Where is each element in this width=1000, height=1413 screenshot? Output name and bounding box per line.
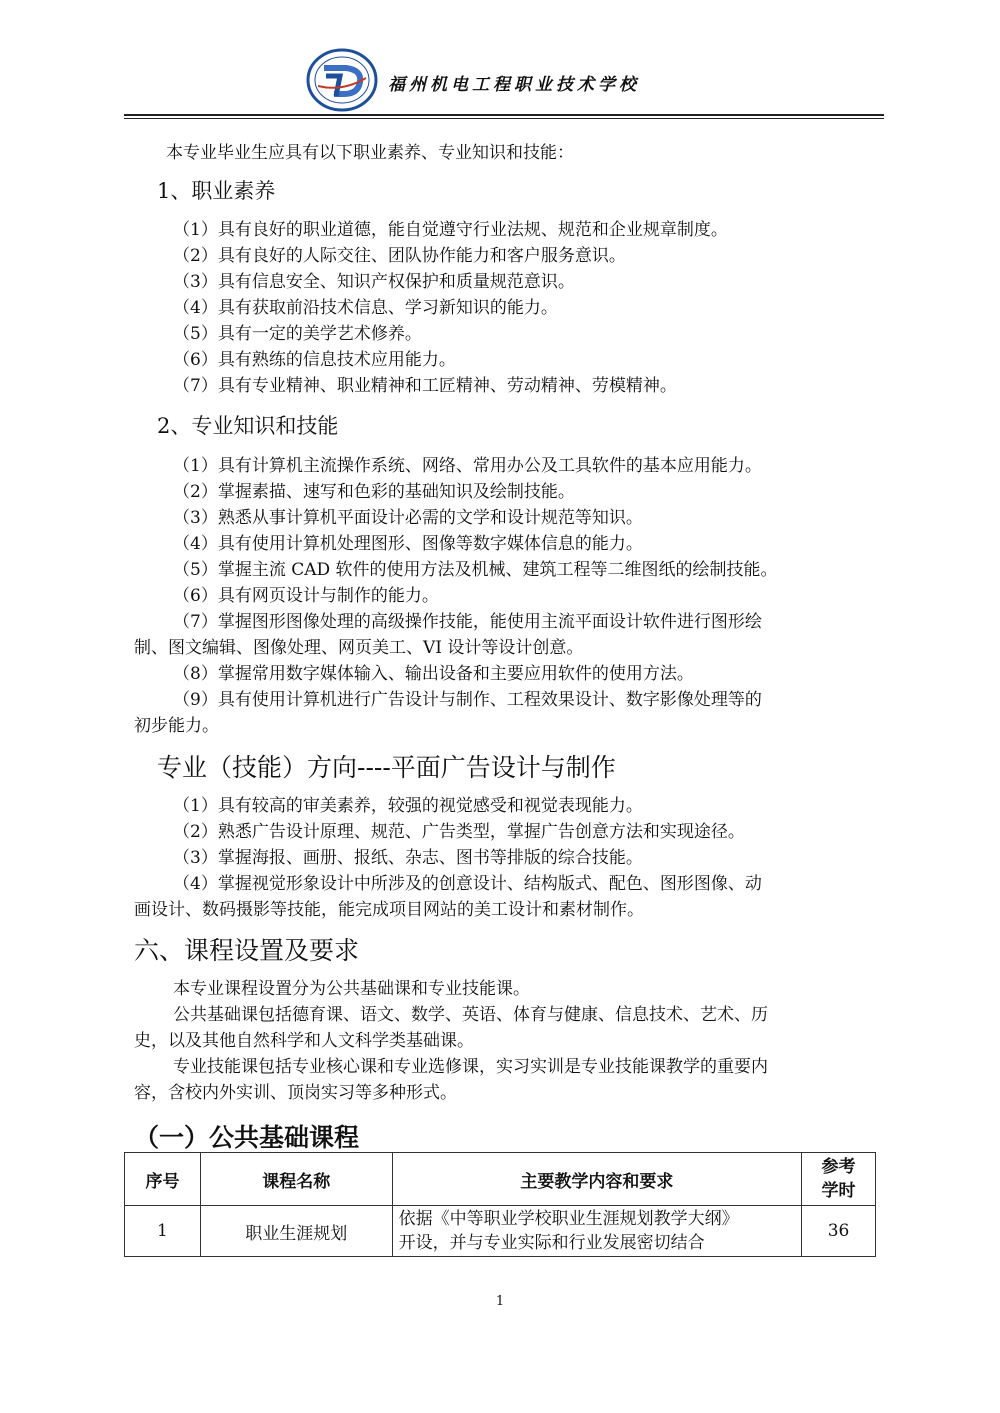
- header-hours: [802, 1153, 876, 1206]
- paragraph-continuation: 容，含校内外实训、顶岗实习等多种形式。: [134, 1083, 457, 1103]
- list-item: （5）具有一定的美学艺术修养。: [173, 324, 422, 344]
- cell-no: 1: [125, 1206, 201, 1257]
- section-title-public-courses: （一）公共基础课程: [134, 1123, 360, 1152]
- section-title-knowledge-skills: 2、专业知识和技能: [157, 414, 339, 438]
- list-item: （1）具有较高的审美素养，较强的视觉感受和视觉表现能力。: [173, 796, 643, 816]
- list-item: （2）熟悉广告设计原理、规范、广告类型，掌握广告创意方法和实现途径。: [173, 822, 745, 842]
- list-item-continuation: 画设计、数码摄影等技能，能完成项目网站的美工设计和素材制作。: [134, 900, 644, 920]
- table-row: [125, 1206, 876, 1257]
- header-content: 主要教学内容和要求: [392, 1153, 801, 1206]
- list-item: （1）具有计算机主流操作系统、网络、常用办公及工具软件的基本应用能力。: [173, 456, 762, 476]
- paragraph: 专业技能课包括专业核心课和专业选修课，实习实训是专业技能课教学的重要内: [173, 1057, 768, 1077]
- list-item: （4）掌握视觉形象设计中所涉及的创意设计、结构版式、配色、图形图像、动: [173, 874, 762, 894]
- list-item: （5）掌握主流 CAD 软件的使用方法及机械、建筑工程等二维图纸的绘制技能。: [173, 560, 778, 580]
- section-title-direction: 专业（技能）方向----平面广告设计与制作: [157, 753, 616, 782]
- cell-course-name: 职业生涯规划: [200, 1206, 392, 1257]
- header-hours-line2: 学时: [821, 1181, 856, 1201]
- list-item: （4）具有使用计算机处理图形、图像等数字媒体信息的能力。: [173, 534, 643, 554]
- page-header: [0, 40, 1000, 120]
- course-table: [124, 1152, 876, 1257]
- page-number: 1: [495, 1294, 505, 1309]
- list-item: （2）掌握素描、速写和色彩的基础知识及绘制技能。: [173, 482, 575, 502]
- list-item: （6）具有网页设计与制作的能力。: [173, 586, 439, 606]
- header-no: 序号: [125, 1153, 201, 1206]
- paragraph-continuation: 史，以及其他自然科学和人文科学类基础课。: [134, 1031, 474, 1051]
- header-course-name: 课程名称: [200, 1153, 392, 1206]
- header-divider: [124, 114, 884, 119]
- header-hours-line1: 参考: [821, 1157, 856, 1177]
- paragraph: 本专业课程设置分为公共基础课和专业技能课。: [173, 979, 530, 999]
- list-item-continuation: 初步能力。: [134, 716, 219, 736]
- list-item: （9）具有使用计算机进行广告设计与制作、工程效果设计、数字影像处理等的: [173, 690, 762, 710]
- list-item: （4）具有获取前沿技术信息、学习新知识的能力。: [173, 298, 558, 318]
- list-item: （7）具有专业精神、职业精神和工匠精神、劳动精神、劳模精神。: [173, 376, 677, 396]
- intro-text: 本专业毕业生应具有以下职业素养、专业知识和技能：: [166, 143, 574, 163]
- list-item-continuation: 制、图文编辑、图像处理、网页美工、VI 设计等设计创意。: [134, 638, 584, 658]
- list-item: （3）具有信息安全、知识产权保护和质量规范意识。: [173, 272, 575, 292]
- cell-content: [392, 1206, 801, 1257]
- section-title-curriculum: 六、课程设置及要求: [134, 936, 360, 965]
- list-item: （6）具有熟练的信息技术应用能力。: [173, 350, 456, 370]
- list-item: （7）掌握图形图像处理的高级操作技能，能使用主流平面设计软件进行图形绘: [173, 612, 762, 632]
- cell-content-line1: 依据《中等职业学校职业生涯规划教学大纲》: [398, 1209, 739, 1229]
- list-item: （3）熟悉从事计算机平面设计必需的文学和设计规范等知识。: [173, 508, 643, 528]
- list-item: （2）具有良好的人际交往、团队协作能力和客户服务意识。: [173, 246, 626, 266]
- cell-hours: 36: [802, 1206, 876, 1257]
- list-item: （3）掌握海报、画册、报纸、杂志、图书等排版的综合技能。: [173, 848, 643, 868]
- table-header-row: [125, 1153, 876, 1206]
- paragraph: 公共基础课包括德育课、语文、数学、英语、体育与健康、信息技术、艺术、历: [173, 1005, 768, 1025]
- cell-content-line2: 开设，并与专业实际和行业发展密切结合: [398, 1233, 705, 1253]
- section-title-professional-quality: 1、职业素养: [157, 179, 276, 203]
- school-name: 福州机电工程职业技术学校: [388, 75, 640, 95]
- list-item: （1）具有良好的职业道德，能自觉遵守行业法规、规范和企业规章制度。: [173, 220, 728, 240]
- list-item: （8）掌握常用数字媒体输入、输出设备和主要应用软件的使用方法。: [173, 664, 694, 684]
- school-logo-icon: [304, 48, 380, 112]
